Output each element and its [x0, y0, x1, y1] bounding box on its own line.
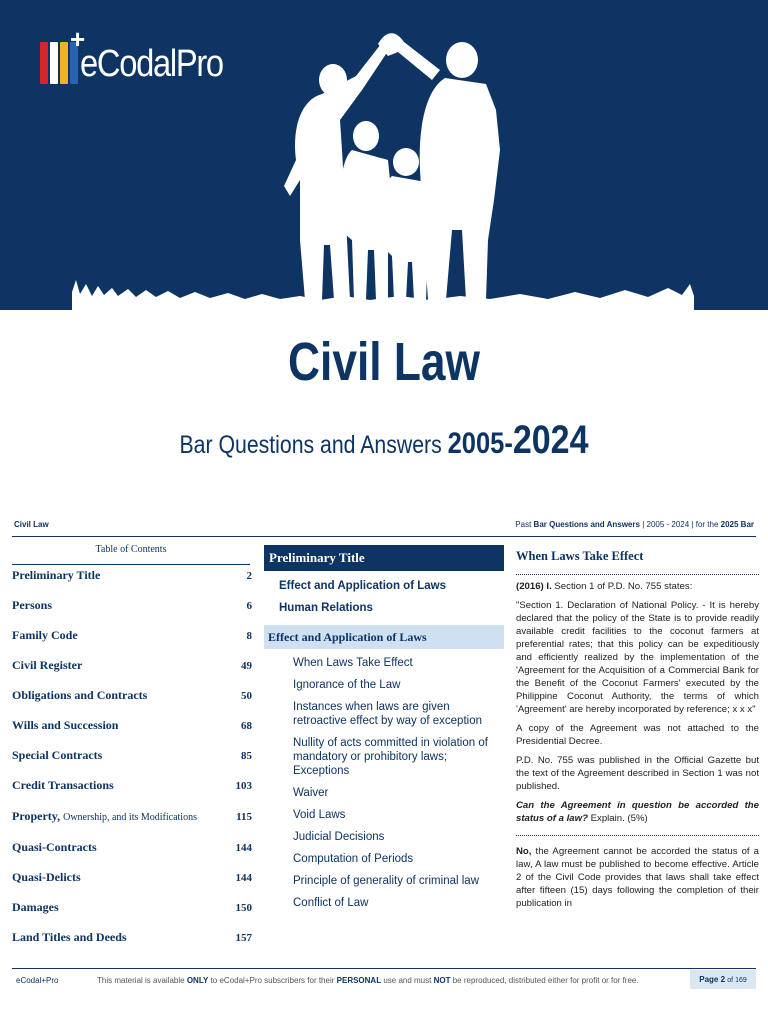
year-start: 2005-	[447, 427, 513, 460]
page-footer	[12, 968, 756, 991]
section-heading[interactable]	[264, 545, 504, 571]
toc-item[interactable]	[12, 688, 252, 708]
header-subject: Civil Law	[14, 520, 49, 529]
notice-part: use and must	[383, 976, 432, 985]
toc-item-page: 144	[235, 872, 252, 884]
topic-link[interactable]: When Laws Take Effect	[293, 657, 413, 669]
toc-item[interactable]	[12, 598, 252, 618]
quoted-section: "Section 1. Declaration of National Policy. - It is hereby declared that the policy of the State is to provide readily available credit facilities to the coconut farmers at preferential rates; that this policy can be expeditiously and efficiently realized by the implementation of the 'Agreement for the Acquisition of a Commercial Bank for the Benefit of the Coconut Farmers' executed by the Philippine Coconut Authority, the terms of which 'Agreement' are hereby incorporated by reference; x x x"	[516, 600, 759, 715]
toc-item[interactable]	[12, 809, 252, 829]
subtitle-text: Bar Questions and Answers	[179, 431, 442, 459]
answer-lead: No,	[516, 846, 532, 857]
notice-not: NOT	[433, 976, 451, 985]
logo-text: eCodalPro	[80, 43, 223, 85]
header-description	[515, 520, 754, 529]
answer-text: the Agreement cannot be accorded the status of a law, A law must be published to become effective. Article 2 of the Civil Code provides that laws shall take effect after fifteen (15) days following the completion of their publication in	[516, 846, 759, 909]
notice-personal: PERSONAL	[336, 976, 382, 985]
toc-item-label	[12, 598, 52, 613]
toc-item-page: 103	[235, 780, 252, 792]
toc-item-label	[12, 900, 59, 915]
subsection-heading[interactable]	[264, 625, 504, 649]
notice-part: to eCodal+Pro subscribers for their	[210, 976, 335, 985]
toc-title: Table of Contents	[12, 540, 250, 565]
toc-item-title: Obligations and Contracts	[12, 688, 148, 702]
section-heading-label: Preliminary Title	[269, 550, 365, 565]
topic-link[interactable]: Judicial Decisions	[293, 831, 385, 843]
topic-link[interactable]: Void Laws	[293, 809, 346, 821]
page-label: Page 2	[699, 975, 726, 984]
page-number	[690, 970, 756, 989]
toc-item-title: Credit Transactions	[12, 778, 114, 792]
toc-item-label	[12, 658, 82, 673]
toc-item[interactable]	[12, 658, 252, 678]
toc-item-title: Wills and Succession	[12, 718, 119, 732]
question-points: Explain. (5%)	[590, 813, 648, 824]
header-mid: | 2005 - 2024 | for the	[642, 520, 719, 529]
section-index	[264, 545, 504, 910]
logo-plus-mark: +	[70, 24, 86, 54]
topic-link[interactable]: Instances when laws are given retroactive effect by way of exception	[293, 701, 482, 727]
toc-item-title: Property,	[12, 809, 61, 823]
toc-item-label	[12, 778, 114, 793]
question	[516, 799, 759, 825]
topic-link[interactable]: Nullity of acts committed in violation of mandatory or prohibitory laws; Exceptions	[293, 737, 488, 777]
paragraph-3: P.D. No. 755 was published in the Official Gazette but the text of the Agreement described in Section 1 was not published.	[516, 755, 759, 792]
toc-item-page: 6	[246, 600, 252, 612]
header-bold: Bar Questions and Answers	[533, 520, 640, 529]
toc-item-title: Damages	[12, 900, 59, 914]
paragraph-2: A copy of the Agreement was not attached to the Presidential Decree.	[516, 723, 759, 747]
toc-item[interactable]	[12, 628, 252, 648]
toc-item[interactable]	[12, 900, 252, 920]
cover-title: Civil Law	[288, 332, 480, 392]
topic-list	[264, 656, 504, 910]
topic-link[interactable]: Conflict of Law	[293, 897, 369, 909]
toc-item[interactable]	[12, 748, 252, 768]
cover-subtitle	[58, 418, 711, 467]
subsection-heading-label: Effect and Application of Laws	[268, 630, 427, 644]
toc-item[interactable]	[12, 568, 252, 588]
toc-item-page: 49	[241, 660, 252, 672]
topic-link[interactable]: Principle of generality of criminal law	[293, 875, 479, 887]
toc-item-page: 85	[241, 750, 252, 762]
toc-item-label	[12, 809, 197, 824]
article-title: When Laws Take Effect	[516, 545, 759, 575]
toc-item-title: Special Contracts	[12, 748, 103, 762]
notice-part: This material is available	[97, 976, 185, 985]
toc-item-page: 68	[241, 720, 252, 732]
toc-item-label	[12, 870, 81, 885]
cover-banner	[0, 0, 768, 310]
toc-item-label	[12, 748, 102, 763]
toc-item[interactable]	[12, 870, 252, 890]
toc-item-subtitle: Ownership, and its Modifications	[63, 812, 197, 823]
toc-item-title: Family Code	[12, 628, 78, 642]
article	[516, 545, 759, 910]
toc-item[interactable]	[12, 718, 252, 738]
question-intro	[516, 580, 759, 593]
notice-only: ONLY	[186, 976, 209, 985]
toc-item-page: 2	[246, 570, 252, 582]
divider	[516, 831, 759, 836]
question-intro-text: Section 1 of P.D. No. 755 states:	[554, 581, 693, 592]
toc-item-page: 150	[235, 902, 252, 914]
toc-item-page: 157	[235, 932, 252, 944]
topic-link[interactable]: Ignorance of the Law	[293, 679, 401, 691]
toc-item-title: Quasi-Contracts	[12, 840, 97, 854]
toc-item-label	[12, 930, 127, 945]
toc-item-title: Preliminary Title	[12, 568, 101, 582]
topic-link[interactable]: Waiver	[293, 787, 329, 799]
toc-item[interactable]	[12, 840, 252, 860]
question-year: (2016) I.	[516, 581, 552, 592]
toc-item-label	[12, 688, 147, 703]
toc-item-label	[12, 840, 97, 855]
toc-item-title: Civil Register	[12, 658, 83, 672]
toc-item-label	[12, 628, 78, 643]
section-link-relations[interactable]: Human Relations	[279, 602, 373, 614]
answer	[516, 845, 759, 910]
toc-item-title: Land Titles and Deeds	[12, 930, 127, 944]
page-header	[12, 516, 756, 537]
toc-item-page: 115	[236, 811, 252, 823]
notice-part: be reproduced, distributed either for profit or for free.	[452, 976, 639, 985]
header-year: 2025 Bar	[720, 520, 754, 529]
header-prefix: Past	[515, 520, 532, 529]
table-of-contents	[12, 540, 252, 944]
toc-item-label	[12, 718, 118, 733]
page-total: of 169	[727, 977, 747, 984]
toc-item-page: 144	[235, 842, 252, 854]
toc-item[interactable]	[12, 778, 252, 798]
topic-link[interactable]: Computation of Periods	[293, 853, 414, 865]
toc-item-title: Persons	[12, 598, 52, 612]
toc-item-label	[12, 568, 100, 583]
toc-item[interactable]	[12, 930, 252, 950]
footer-notice	[97, 976, 639, 985]
toc-item-title: Quasi-Delicts	[12, 870, 81, 884]
toc-item-page: 8	[246, 630, 252, 642]
question-text: Can the Agreement in question be accorded the status of a law?	[516, 800, 759, 824]
section-link-effect[interactable]: Effect and Application of Laws	[279, 580, 446, 592]
year-end: 2024	[512, 418, 589, 462]
footer-brand: eCodal+Pro	[16, 976, 59, 985]
toc-item-page: 50	[241, 690, 252, 702]
